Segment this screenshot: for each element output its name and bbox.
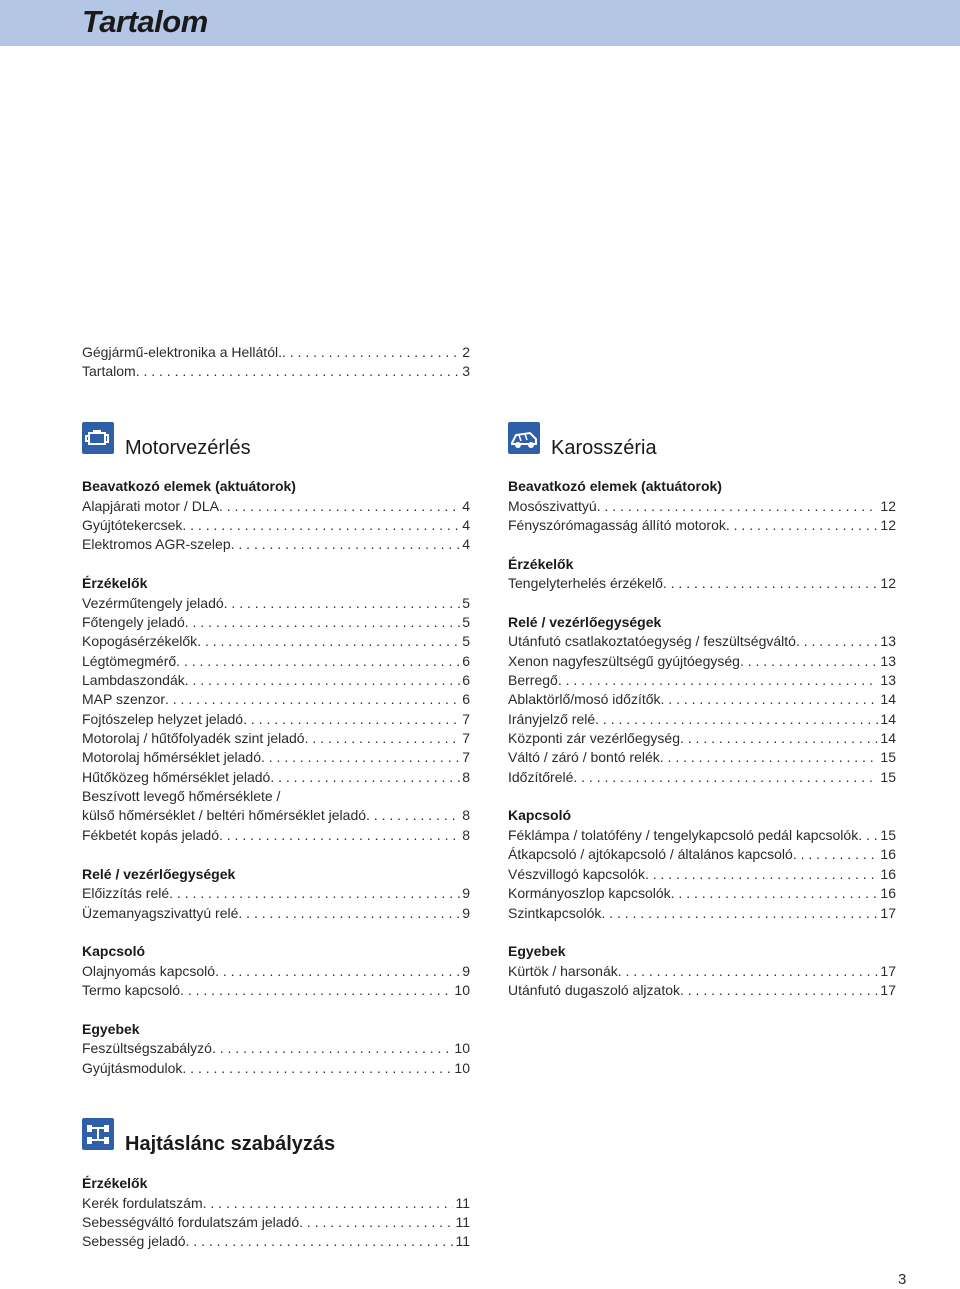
toc-entry-page: 14 [880,730,896,746]
toc-entry-page: 16 [880,885,896,901]
car-body-icon [508,422,540,454]
toc-entry[interactable] [508,865,896,884]
toc-entry[interactable] [82,1039,470,1058]
toc-entry-page: 14 [880,711,896,727]
toc-entry[interactable] [82,652,470,671]
toc-entry-label: Lambdaszondák [82,672,185,688]
toc-entry[interactable] [82,884,470,903]
toc-entry-page: 6 [462,672,470,688]
toc-entry[interactable] [508,884,896,903]
toc-entry-page: 4 [462,536,470,552]
toc-entry-label: Motorolaj / hűtőfolyadék szint jeladó [82,730,305,746]
toc-entry-page: 4 [462,517,470,533]
toc-entry-page: 11 [455,1233,470,1249]
subheading: Érzékelők [508,556,574,572]
toc-entry[interactable] [508,729,896,748]
toc-entry-page: 4 [462,498,470,514]
toc-entry-page: 13 [880,653,896,669]
toc-entry-page: 8 [462,769,470,785]
toc-entry-page: 13 [880,672,896,688]
toc-entry[interactable] [82,1194,470,1213]
toc-entry-label: Fényszórómagasság állító motorok [508,517,726,533]
toc-entry[interactable] [82,632,470,651]
toc-entry-label: Sebességváltó fordulatszám jeladó [82,1214,300,1230]
toc-entry-page: 15 [880,749,896,765]
toc-entry[interactable] [82,1213,470,1232]
page-number: 3 [898,1271,907,1288]
toc-entry-label[interactable]: Beszívott levegő hőmérséklete / [82,788,281,804]
toc-entry[interactable] [82,981,470,1000]
toc-entry[interactable] [508,574,896,593]
toc-entry[interactable] [508,690,896,709]
toc-entry[interactable] [508,962,896,981]
toc-entry-label: Kopogásérzékelők [82,633,198,649]
toc-entry[interactable] [82,497,470,516]
toc-entry-label: Sebesség jeladó [82,1233,186,1249]
toc-entry-page: 11 [455,1195,470,1211]
toc-entry-page: 2 [462,344,470,360]
toc-entry-page: 10 [454,1060,470,1076]
toc-entry-page: 6 [462,691,470,707]
toc-entry-label: Tengelyterhelés érzékelő [508,575,663,591]
toc-entry-page: 9 [462,963,470,979]
subheading: Relé / vezérlőegységek [508,614,662,630]
toc-entry[interactable] [508,904,896,923]
page-header [0,0,960,46]
subheading: Beavatkozó elemek (aktuátorok) [508,478,722,494]
toc-entry-label: Átkapcsoló / ajtókapcsoló / általános kapcsoló [508,846,793,862]
toc-entry-page: 12 [880,517,896,533]
toc-entry[interactable] [82,729,470,748]
toc-entry-page: 17 [880,963,896,979]
toc-entry-label: Légtömegmérő [82,653,177,669]
toc-entry[interactable] [508,981,896,1000]
toc-entry[interactable] [82,671,470,690]
toc-entry-label: Féklámpa / tolatófény / tengelykapcsoló pedál kapcsolók [508,827,859,843]
toc-entry[interactable] [82,613,470,632]
toc-entry-label: Olajnyomás kapcsoló [82,963,216,979]
toc-entry-page: 12 [880,498,896,514]
toc-entry[interactable] [82,1059,470,1078]
toc-entry-label: Alapjárati motor / DLA [82,498,219,514]
toc-entry-page: 13 [880,633,896,649]
toc-entry[interactable] [508,632,896,651]
subheading: Relé / vezérlőegységek [82,866,236,882]
toc-entry-label: Elektromos AGR-szelep [82,536,231,552]
toc-entry-label: Termo kapcsoló [82,982,181,998]
toc-entry-page: 9 [462,885,470,901]
subheading: Érzékelők [82,1175,148,1191]
toc-entry-label: Motorolaj hőmérséklet jeladó [82,749,261,765]
toc-entry-label: Utánfutó dugaszoló aljzatok [508,982,680,998]
toc-entry-label: külső hőmérséklet / beltéri hőmérséklet jeladó [82,807,367,823]
toc-entry-page: 11 [455,1214,470,1230]
toc-entry-page: 16 [880,846,896,862]
toc-entry[interactable] [82,806,470,825]
toc-entry-label: Mosószivattyú [508,498,597,514]
toc-entry-label: Előizzítás relé [82,885,170,901]
toc-entry[interactable] [82,362,470,381]
toc-entry-page: 5 [462,633,470,649]
toc-entry[interactable] [82,904,470,923]
toc-entry[interactable] [82,768,470,787]
toc-entry-label: Üzemanyagszivattyú relé [82,905,239,921]
toc-entry-label: Feszültségszabályzó [82,1040,212,1056]
toc-entry[interactable] [508,710,896,729]
toc-entry-page: 7 [462,749,470,765]
toc-entry[interactable] [82,962,470,981]
subheading: Egyebek [508,943,566,959]
subheading: Kapcsoló [82,943,146,959]
toc-entry-label: Ablaktörlő/mosó időzítők [508,691,661,707]
toc-entry-label: Szintkapcsolók [508,905,602,921]
toc-entry[interactable] [82,535,470,554]
toc-entry[interactable] [508,516,896,535]
toc-entry-label: Hűtőközeg hőmérséklet jeladó [82,769,271,785]
toc-entry-label: Tartalom [82,363,136,379]
toc-entry-page: 3 [462,363,470,379]
toc-entry[interactable] [82,343,470,362]
toc-entry-page: 15 [880,827,896,843]
engine-icon [82,422,114,454]
toc-entry[interactable] [508,845,896,864]
toc-entry-page: 10 [454,982,470,998]
toc-entry-page: 6 [462,653,470,669]
subheading: Kapcsoló [508,807,572,823]
toc-entry-label: Váltó / záró / bontó relék [508,749,660,765]
toc-entry-label: Fojtószelep helyzet jeladó [82,711,244,727]
toc-entry[interactable] [82,826,470,845]
toc-entry-label: MAP szenzor [82,691,165,707]
toc-entry-page: 17 [880,982,896,998]
toc-entry[interactable] [82,594,470,613]
subheading: Érzékelők [82,575,148,591]
toc-entry-label: Időzítőrelé [508,769,574,785]
toc-entry[interactable] [508,497,896,516]
toc-entry-label: Vészvillogó kapcsolók [508,866,645,882]
toc-entry-page: 7 [462,711,470,727]
toc-entry-page: 7 [462,730,470,746]
toc-entry-label: Gégjármű-elektronika a Hellától. [82,344,282,360]
toc-entry-label: Irányjelző relé [508,711,596,727]
toc-entry[interactable] [508,768,896,787]
toc-entry[interactable] [82,748,470,767]
toc-entry-label: Kormányoszlop kapcsolók [508,885,671,901]
toc-entry[interactable] [508,748,896,767]
drivetrain-icon [82,1118,114,1150]
toc-entry-page: 15 [880,769,896,785]
toc-entry[interactable] [82,710,470,729]
toc-entry-page: 5 [462,614,470,630]
toc-entry-page: 17 [880,905,896,921]
toc-entry-label: Fékbetét kopás jeladó [82,827,219,843]
toc-entry-page: 12 [880,575,896,591]
section-title-body: Karosszéria [551,437,657,459]
subheading: Beavatkozó elemek (aktuátorok) [82,478,296,494]
toc-entry-page: 10 [454,1040,470,1056]
toc-entry-label: Utánfutó csatlakoztatóegység / feszültségváltó [508,633,796,649]
toc-entry-page: 5 [462,595,470,611]
toc-entry[interactable] [82,690,470,709]
toc-entry-label: Központi zár vezérlőegység [508,730,680,746]
toc-entry[interactable] [508,652,896,671]
toc-entry[interactable] [508,671,896,690]
toc-entry-label: Vezérműtengely jeladó [82,595,224,611]
toc-entry-page: 14 [880,691,896,707]
toc-entry-label: Kürtök / harsonák [508,963,618,979]
toc-entry-page: 9 [462,905,470,921]
toc-entry-label: Főtengely jeladó [82,614,185,630]
toc-entry-label: Gyújtásmodulok [82,1060,183,1076]
subheading: Egyebek [82,1021,140,1037]
toc-entry-page: 8 [462,807,470,823]
toc-entry-label: Gyújtótekercsek [82,517,183,533]
toc-entry-page: 16 [880,866,896,882]
section-title-drive: Hajtáslánc szabályzás [125,1133,336,1155]
toc-entry[interactable] [82,516,470,535]
toc-entry[interactable] [508,826,896,845]
toc-entry-page: 8 [462,827,470,843]
toc-entry-label: Kerék fordulatszám [82,1195,203,1211]
toc-entry-label: Xenon nagyfeszültségű gyújtóegység [508,653,740,669]
toc-entry[interactable] [82,1232,470,1251]
section-title-motor: Motorvezérlés [125,437,251,459]
toc-entry-label: Berregő [508,672,558,688]
page-title: Tartalom [82,4,208,39]
